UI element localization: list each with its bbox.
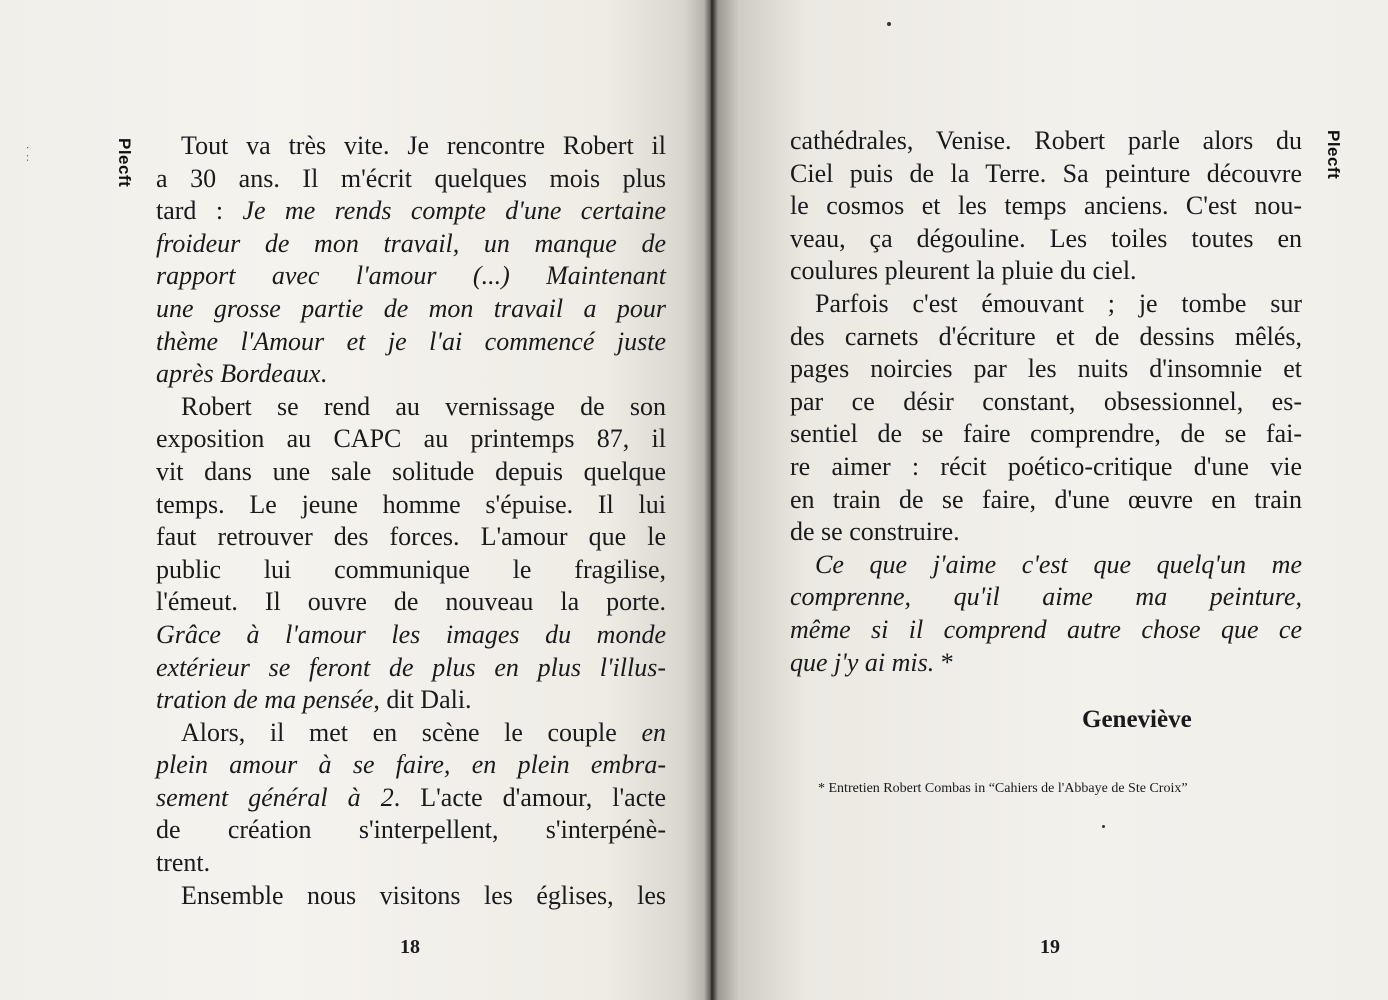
text-line	[156, 749, 666, 782]
book-gutter	[704, 0, 718, 1000]
text-line	[156, 814, 666, 847]
italic-run: Ce que j'aime c'est que quelq'un me	[815, 549, 1302, 579]
text-line	[156, 652, 666, 685]
text-line	[156, 619, 666, 652]
text-line	[156, 260, 666, 293]
text-line	[790, 386, 1302, 419]
text-run: vit dans une sale solitude depuis quelque	[156, 456, 666, 486]
text-line	[790, 288, 1302, 321]
italic-run: plein amour à se faire, en plein embra-	[156, 750, 666, 780]
italic-run: une grosse partie de mon travail a pour	[156, 293, 666, 323]
author-signature: Geneviève	[1082, 706, 1192, 733]
text-run: , dit Dali.	[373, 685, 472, 715]
text-run: tard :	[156, 196, 243, 226]
text-run: sentiel de se faire comprendre, de se fai-	[790, 419, 1302, 449]
text-run: Robert se rend au vernissage de son	[181, 391, 666, 421]
text-line	[790, 647, 1302, 680]
text-line	[156, 326, 666, 359]
text-run: public lui communique le fragilise,	[156, 554, 666, 584]
text-line	[156, 586, 666, 619]
italic-run: même si il comprend autre chose que ce	[790, 614, 1302, 644]
text-line	[156, 880, 666, 913]
text-run: faut retrouver des forces. L'amour que le	[156, 522, 666, 552]
text-run: en train de se faire, d'une œuvre en train	[790, 484, 1302, 514]
text-run: temps. Le jeune homme s'épuise. Il lui	[156, 489, 666, 519]
text-run: veau, ça dégouline. Les toiles toutes en	[790, 223, 1302, 253]
text-line	[156, 521, 666, 554]
text-run: Ciel puis de la Terre. Sa peinture découvre	[790, 158, 1302, 188]
text-run: Tout va très vite. Je rencontre Robert il	[181, 131, 666, 160]
italic-run: thème l'Amour et je l'ai commencé juste	[156, 326, 666, 356]
text-line	[156, 228, 666, 261]
text-run: . L'acte d'amour, l'acte	[393, 782, 667, 812]
italic-run: après Bordeaux	[156, 359, 321, 389]
text-line	[156, 717, 666, 750]
text-run: *	[934, 647, 954, 677]
footnote: * Entretien Robert Combas in “Cahiers de l'Abbaye de Ste Croix”	[818, 781, 1188, 796]
text-line	[156, 130, 666, 163]
text-run: par ce désir constant, obsessionnel, es-	[790, 386, 1302, 416]
text-line	[790, 484, 1302, 517]
text-line	[790, 581, 1302, 614]
text-line	[790, 353, 1302, 386]
text-run: Alors, il met en scène le couple	[181, 717, 642, 747]
edge-marks: · ··	[22, 146, 33, 163]
text-line	[790, 321, 1302, 354]
text-run: des carnets d'écriture et de dessins mêlés,	[790, 321, 1302, 351]
italic-run: rapport avec l'amour (...) Maintenant	[156, 261, 666, 291]
text-run: de se construire.	[790, 517, 960, 547]
paper-speck	[887, 22, 891, 26]
text-run: le cosmos et les temps anciens. C'est nou-	[790, 191, 1302, 221]
text-line	[790, 125, 1302, 158]
text-line	[790, 190, 1302, 223]
text-line	[790, 451, 1302, 484]
text-line	[790, 255, 1302, 288]
italic-run: que j'y ai mis.	[790, 647, 935, 677]
text-run: a 30 ans. Il m'écrit quelques mois plus	[156, 163, 666, 193]
page-number-right: 19	[1040, 936, 1060, 958]
text-run: Ensemble nous visitons les églises, les	[181, 880, 666, 910]
text-line	[790, 158, 1302, 191]
text-run: de création s'interpellent, s'interpénè-	[156, 815, 666, 845]
text-run: .	[320, 359, 327, 389]
text-line	[156, 847, 666, 880]
text-line	[156, 782, 666, 815]
text-line	[790, 516, 1302, 549]
text-line	[156, 684, 666, 717]
italic-run: extérieur se feront de plus en plus l'illus-	[156, 652, 666, 682]
text-line	[156, 195, 666, 228]
text-run: Parfois c'est émouvant ; je tombe sur	[815, 288, 1302, 318]
right-page-text	[790, 125, 1302, 679]
text-run: cathédrales, Venise. Robert parle alors du	[790, 126, 1302, 155]
text-line	[790, 549, 1302, 582]
text-line	[156, 391, 666, 424]
text-run: coulures pleurent la pluie du ciel.	[790, 256, 1137, 286]
italic-run: froideur de mon travail, un manque de	[156, 228, 666, 258]
text-line	[156, 554, 666, 587]
left-page-text	[156, 130, 666, 912]
text-line	[156, 358, 666, 391]
page-number-left: 18	[400, 936, 420, 958]
paper-speck	[1102, 825, 1105, 828]
italic-run: sement général à 2	[156, 782, 394, 812]
text-line	[156, 423, 666, 456]
text-line	[790, 614, 1302, 647]
text-run: exposition au CAPC au printemps 87, il	[156, 424, 666, 454]
italic-run: Grâce à l'amour les images du monde	[156, 619, 666, 649]
text-run: re aimer : récit poético-critique d'une vie	[790, 451, 1302, 481]
italic-run: tration de ma pensée	[156, 685, 374, 715]
italic-run: Je me rends compte d'une certaine	[242, 196, 666, 226]
running-head-right: Plecft	[1324, 130, 1343, 180]
italic-run: en	[641, 717, 666, 747]
text-run: l'émeut. Il ouvre de nouveau la porte.	[156, 587, 666, 617]
running-head-left: Plecft	[115, 138, 134, 188]
text-line	[156, 293, 666, 326]
italic-run: comprenne, qu'il aime ma peinture,	[790, 582, 1302, 612]
text-line	[156, 456, 666, 489]
text-line	[790, 223, 1302, 256]
text-line	[790, 418, 1302, 451]
text-line	[156, 163, 666, 196]
text-line	[156, 489, 666, 522]
text-run: trent.	[156, 848, 211, 878]
text-run: pages noircies par les nuits d'insomnie et	[790, 354, 1302, 384]
